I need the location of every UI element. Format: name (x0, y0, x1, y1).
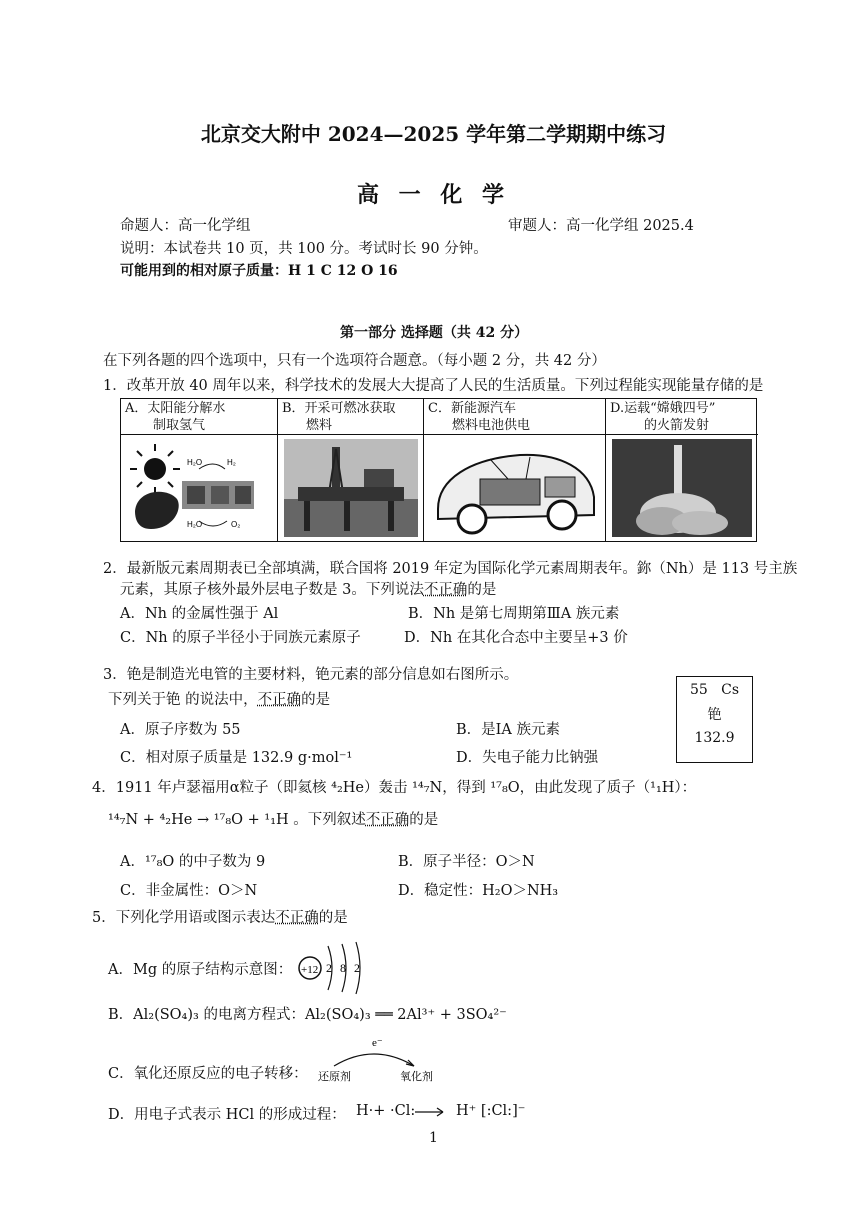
exam-title: 北京交大附中 2024—2025 学年第二学期期中练习 (200, 122, 667, 146)
q1-option-a-label2: 制取氢气 (153, 418, 206, 433)
q1-options-table (120, 398, 757, 542)
q1-option-c-label2: 燃料电池供电 (452, 418, 531, 433)
h2o-label-bottom: H₂O (187, 520, 203, 529)
q1-option-b-label: B．开采可燃冰获取 (282, 401, 396, 416)
fuel-cell-car-figure (430, 439, 599, 535)
author-line: 命题人：高一化学组 (120, 218, 251, 234)
hcl-product: H⁺ [:Cl:]⁻ (456, 1103, 526, 1119)
electron-label: e⁻ (372, 1037, 383, 1049)
subject-title: 高 一 化 学 (357, 182, 510, 208)
q5-option-a: A．Mg 的原子结构示意图： (108, 962, 293, 978)
q1-option-b-label2: 燃料 (306, 418, 333, 433)
cs-name: 铯 (707, 707, 722, 723)
q2-emphasis: 不正确 (423, 582, 468, 598)
q3-stem-line2: 下列关于铯 的说法中，不正确的是 (108, 692, 331, 708)
reviewer-line: 审题人：高一化学组 2025.4 (508, 218, 694, 234)
section-heading: 第一部分 选择题（共 42 分） (340, 325, 529, 341)
q4-option-a: A．¹⁷₈O 的中子数为 9 (120, 854, 266, 870)
q4-stem-line2: ¹⁴₇N + ⁴₂He → ¹⁷₈O + ¹₁H 。下列叙述不正确的是 (108, 812, 439, 828)
mg-nucleus-label: +12 (301, 964, 319, 976)
q1-option-d-label2: 的火箭发射 (644, 418, 710, 433)
q2-option-c: C．Nh 的原子半径小于同族元素原子 (120, 630, 361, 646)
q2-stem-line2: 元素，其原子核外最外层电子数是 3。下列说法不正确的是 (120, 582, 497, 598)
hcl-reactants: H·+ ·Cl: (356, 1103, 416, 1119)
q3-emphasis: 不正确 (257, 692, 302, 708)
mg-atomic-structure-diagram (296, 940, 376, 1000)
cs-atomic-number: 55 (689, 682, 708, 698)
q4-option-d: D．稳定性：H₂O＞NH₃ (398, 883, 559, 899)
q2-option-d: D．Nh 在其化合态中主要呈+3 价 (404, 630, 628, 646)
reductant-label: 还原剂 (318, 1070, 351, 1083)
q5-option-c: C．氧化还原反应的电子转移： (108, 1066, 308, 1082)
section-instructions: 在下列各题的四个选项中，只有一个选项符合题意。（每小题 2 分，共 42 分） (103, 353, 606, 369)
q1-option-d (606, 399, 758, 541)
cs-symbol: Cs (721, 682, 740, 698)
q1-option-b (278, 399, 424, 541)
q1-option-c-label: C．新能源汽车 (428, 401, 516, 416)
q3-option-d: D．失电子能力比钠强 (456, 750, 599, 766)
q2-option-a: A．Nh 的金属性强于 Al (120, 606, 279, 622)
page-number: 1 (429, 1130, 438, 1146)
oxidant-label: 氧化剂 (400, 1070, 433, 1083)
q3-option-a: A．原子序数为 55 (120, 722, 241, 738)
h2-label: H₂ (227, 458, 236, 467)
q3-option-b: B．是ⅠA 族元素 (456, 722, 560, 738)
cesium-element-card (676, 676, 753, 763)
mg-shell-1: 2 (326, 961, 332, 975)
q1-stem: 1．改革开放 40 周年以来，科学技术的发展大大提高了人民的生活质量。下列过程能实现能量存储的是 (103, 378, 764, 394)
solar-water-splitting-figure (127, 439, 271, 535)
exam-note: 说明：本试卷共 10 页，共 100 分。考试时长 90 分钟。 (120, 241, 488, 257)
q1-option-c (424, 399, 606, 541)
rocket-launch-photo (612, 439, 752, 535)
q3-stem-line1: 3．铯是制造光电管的主要材料，铯元素的部分信息如右图所示。 (103, 667, 519, 683)
q3-option-c: C．相对原子质量是 132.9 g·mol⁻¹ (120, 750, 353, 766)
cs-atomic-mass: 132.9 (694, 730, 735, 746)
q5-emphasis: 不正确 (275, 910, 319, 926)
atomic-mass-line: 可能用到的相对原子质量：H 1 C 12 O 16 (120, 263, 398, 279)
q4-option-b: B．原子半径：O＞N (398, 854, 535, 870)
mg-shell-3: 2 (354, 961, 360, 975)
q4-option-c: C．非金属性：O＞N (120, 883, 258, 899)
o2-label: O₂ (231, 520, 241, 529)
q1-option-a-label: A．太阳能分解水 (125, 401, 226, 416)
q1-option-a (121, 399, 278, 541)
q4-emphasis: 不正确 (365, 812, 410, 828)
reaction-arrow-icon (414, 1103, 446, 1122)
electron-transfer-diagram (314, 1034, 454, 1088)
q5-stem: 5．下列化学用语或图示表达不正确的是 (92, 910, 348, 926)
q5-option-d: D．用电子式表示 HCl 的形成过程： (108, 1107, 346, 1123)
q5-option-b: B．Al₂(SO₄)₃ 的电离方程式：Al₂(SO₄)₃ ══ 2Al³⁺ + 3SO₄²⁻ (108, 1007, 507, 1023)
q4-stem-line1: 4．1911 年卢瑟福用α粒子（即氦核 ⁴₂He）轰击 ¹⁴₇N，得到 ¹⁷₈O，由此发现了质子（¹₁H）： (92, 780, 697, 796)
oil-platform-photo (284, 439, 417, 535)
mg-shell-2: 8 (340, 961, 346, 975)
q2-option-b: B．Nh 是第七周期第ⅢA 族元素 (408, 606, 620, 622)
q2-stem-line1: 2．最新版元素周期表已全部填满，联合国将 2019 年定为国际化学元素周期表年。鉨（Nh）是 113 号主族 (103, 561, 798, 577)
q1-option-d-label: D.运载“嫦娥四号” (610, 401, 716, 416)
h2o-label-top: H₂O (187, 458, 203, 467)
